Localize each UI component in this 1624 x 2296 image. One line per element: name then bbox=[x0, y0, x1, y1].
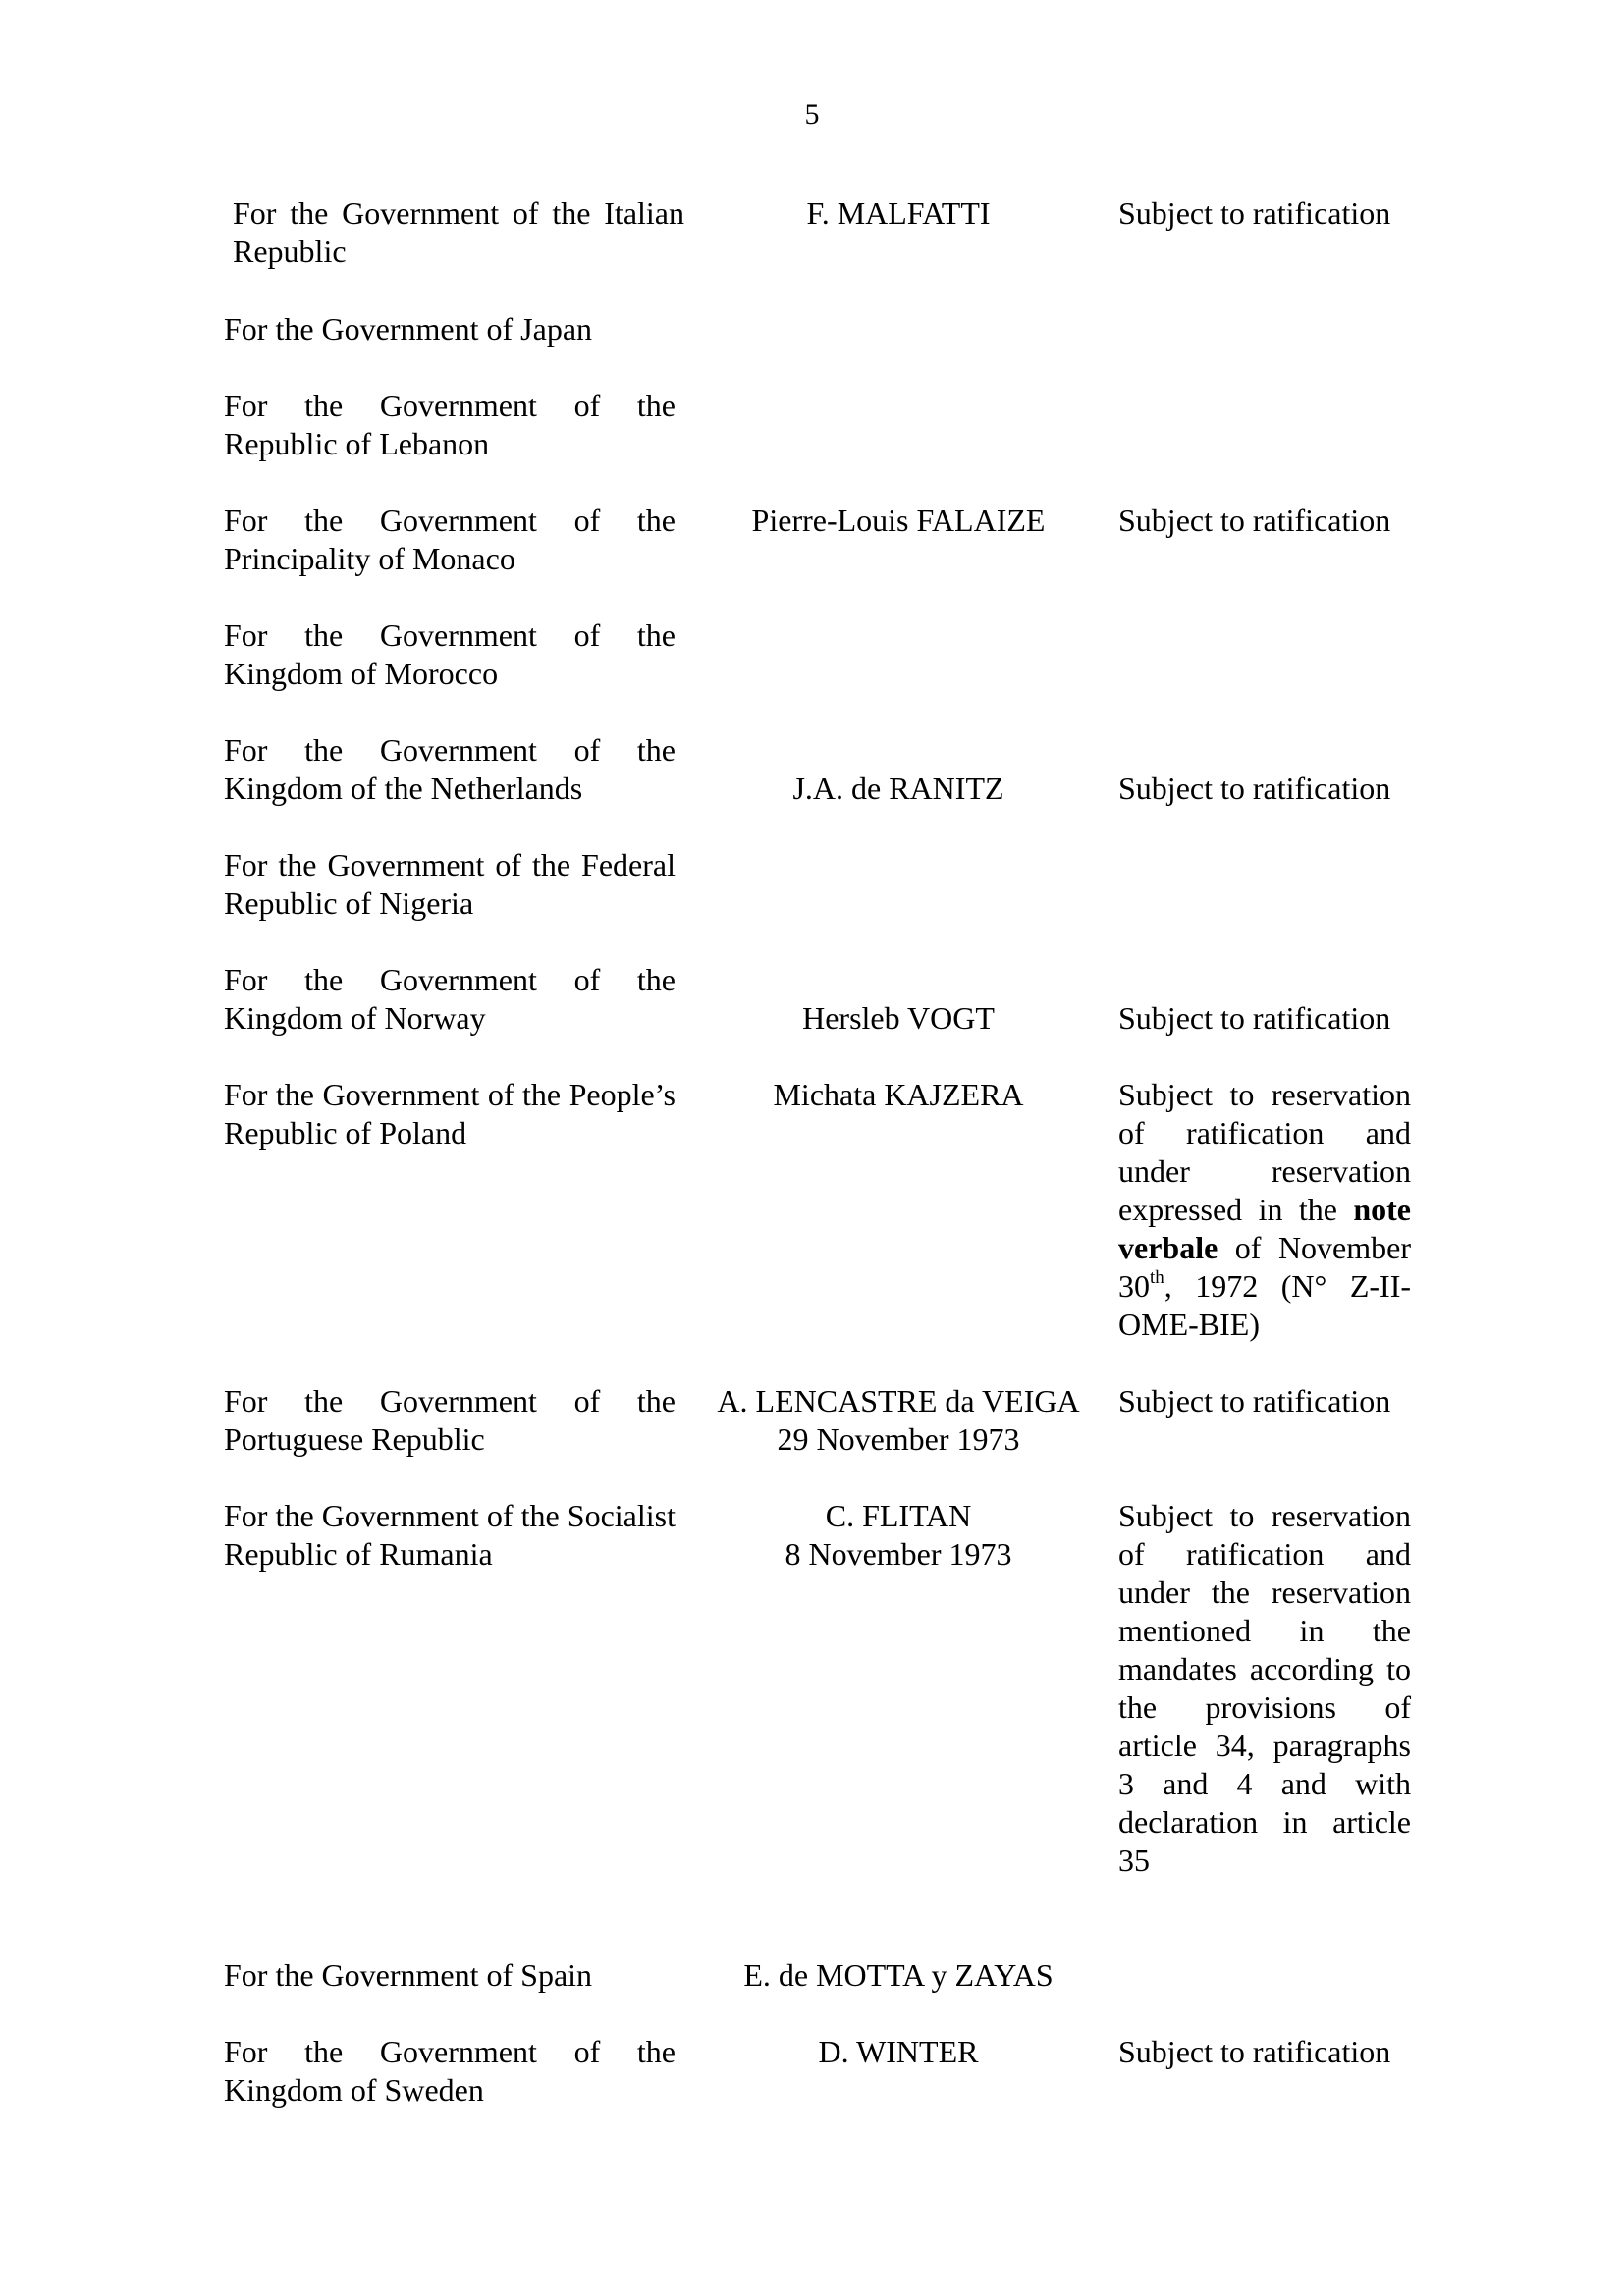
signatory-name: Hersleb VOGT bbox=[802, 1000, 995, 1036]
party-name: For the Government of the Socialist Republic of Rumania bbox=[224, 1498, 676, 1572]
ordinal-suffix: th bbox=[1150, 1267, 1164, 1289]
party-name: For the Government of Spain bbox=[224, 1957, 593, 1993]
signatory-block bbox=[692, 1382, 1105, 1459]
signatory-name: A. LENCASTRE da VEIGA bbox=[717, 1383, 1080, 1418]
party-name: For the Government of the Portuguese Republic bbox=[224, 1383, 676, 1457]
remark: Subject to ratification bbox=[1118, 1383, 1391, 1418]
signatory-name: D. WINTER bbox=[818, 2034, 979, 2069]
remark: Subject to ratification bbox=[1118, 195, 1391, 231]
remark-text: Subject to reservation of ratification and under reservation expressed in the bbox=[1118, 1077, 1411, 1227]
signatory-name: E. de MOTTA y ZAYAS bbox=[743, 1957, 1054, 1993]
signature-date: 29 November 1973 bbox=[777, 1421, 1020, 1457]
remark-text: of November 30 bbox=[1118, 1230, 1411, 1304]
remark: Subject to ratification bbox=[1118, 1000, 1391, 1036]
party-name: For the Government of the Principality of Monaco bbox=[224, 503, 676, 576]
signatory-name: Michata KAJZERA bbox=[773, 1077, 1024, 1112]
signatory-block bbox=[692, 1497, 1105, 1574]
signatory-name: J.A. de RANITZ bbox=[792, 771, 1004, 806]
party-name: For the Government of the Kingdom of the Netherlands bbox=[224, 732, 676, 806]
party-name: For the Government of the People’s Republic of Poland bbox=[224, 1077, 676, 1150]
remark bbox=[1118, 1076, 1411, 1344]
remark: Subject to ratification bbox=[1118, 503, 1391, 538]
remark-text: , 1972 (N° Z-II-OME-BIE) bbox=[1118, 1268, 1411, 1342]
party-name: For the Government of the Kingdom of Morocco bbox=[224, 617, 676, 691]
remark-bold-text: note verbale bbox=[1118, 1192, 1411, 1265]
party-name: For the Government of the Italian Republic bbox=[233, 195, 684, 269]
signatory-name: F. MALFATTI bbox=[806, 195, 991, 231]
signatory-name: C. FLITAN bbox=[825, 1498, 972, 1533]
party-name: For the Government of the Kingdom of Norway bbox=[224, 962, 676, 1036]
signature-date: 8 November 1973 bbox=[785, 1536, 1012, 1572]
remark: Subject to ratification bbox=[1118, 771, 1391, 806]
party-name: For the Government of Japan bbox=[224, 311, 593, 347]
party-name: For the Government of the Kingdom of Sweden bbox=[224, 2034, 676, 2108]
remark: Subject to ratification bbox=[1118, 2034, 1391, 2069]
remark: Subject to reservation of ratification and under the reservation mentioned in the mandates according to the provisions of article 34, paragraphs 3 and 4 and with declaration in article 35 bbox=[1118, 1498, 1411, 1878]
party-name: For the Government of the Federal Republic of Nigeria bbox=[224, 847, 676, 921]
party-name: For the Government of the Republic of Lebanon bbox=[224, 388, 676, 461]
signatory-name: Pierre-Louis FALAIZE bbox=[751, 503, 1046, 538]
page-number: 5 bbox=[804, 98, 820, 131]
